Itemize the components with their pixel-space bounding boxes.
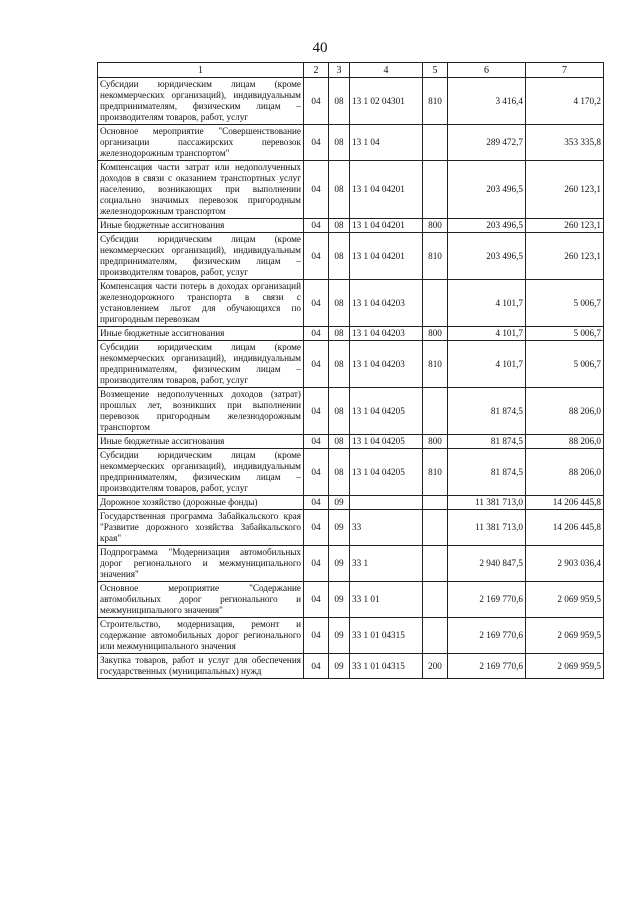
row-amount-year-2: 260 123,1: [526, 161, 604, 219]
budget-table: [97, 62, 604, 679]
table-row: [98, 388, 604, 435]
row-amount-year-1: 11 381 713,0: [448, 510, 526, 546]
row-target-code: 33 1 01 04315: [350, 654, 423, 679]
header-col-2: 2: [304, 63, 329, 78]
row-target-code: 13 1 04 04203: [350, 341, 423, 388]
row-description: Закупка товаров, работ и услуг для обеспечения государственных (муниципальных) нужд: [98, 654, 304, 679]
row-target-code: 13 1 04 04205: [350, 388, 423, 435]
table-row: [98, 582, 604, 618]
row-amount-year-2: 4 170,2: [526, 78, 604, 125]
row-subsection-code: 08: [329, 125, 350, 161]
row-target-code: 13 1 02 04301: [350, 78, 423, 125]
row-description: Основное мероприятие "Совершенствование организации пассажирских перевозок железнодорожным транспортом": [98, 125, 304, 161]
row-expense-type: [423, 546, 448, 582]
row-amount-year-2: 260 123,1: [526, 233, 604, 280]
row-section-code: 04: [304, 78, 329, 125]
row-target-code: 13 1 04: [350, 125, 423, 161]
row-expense-type: [423, 496, 448, 510]
row-subsection-code: 08: [329, 78, 350, 125]
row-amount-year-2: 88 206,0: [526, 388, 604, 435]
row-amount-year-2: 2 903 036,4: [526, 546, 604, 582]
row-section-code: 04: [304, 582, 329, 618]
row-target-code: 33 1 01: [350, 582, 423, 618]
row-description: Субсидии юридическим лицам (кроме некоммерческих организаций), индивидуальным предпринимателям, физическим лицам – производителям товаров, работ, услуг: [98, 449, 304, 496]
row-target-code: 13 1 04 04205: [350, 435, 423, 449]
table-row: [98, 280, 604, 327]
row-amount-year-2: 14 206 445,8: [526, 496, 604, 510]
row-expense-type: 810: [423, 78, 448, 125]
row-subsection-code: 09: [329, 582, 350, 618]
row-section-code: 04: [304, 435, 329, 449]
row-expense-type: [423, 618, 448, 654]
row-target-code: 13 1 04 04205: [350, 449, 423, 496]
row-amount-year-1: 203 496,5: [448, 161, 526, 219]
row-subsection-code: 09: [329, 496, 350, 510]
row-target-code: 33 1 01 04315: [350, 618, 423, 654]
page-number: 40: [312, 40, 328, 56]
row-expense-type: 800: [423, 327, 448, 341]
row-description: Иные бюджетные ассигнования: [98, 219, 304, 233]
row-description: Возмещение недополученных доходов (затрат) прошлых лет, возникших при выполнении перевозок пригородным железнодорожным транспортом: [98, 388, 304, 435]
row-subsection-code: 08: [329, 388, 350, 435]
header-row: [98, 63, 604, 78]
row-description: Иные бюджетные ассигнования: [98, 435, 304, 449]
row-subsection-code: 08: [329, 327, 350, 341]
row-expense-type: [423, 510, 448, 546]
row-expense-type: 800: [423, 219, 448, 233]
row-section-code: 04: [304, 496, 329, 510]
row-subsection-code: 09: [329, 546, 350, 582]
table-row: [98, 654, 604, 679]
table-row: [98, 219, 604, 233]
header-col-7: 7: [526, 63, 604, 78]
table-row: [98, 233, 604, 280]
header-col-3: 3: [329, 63, 350, 78]
row-amount-year-1: 81 874,5: [448, 435, 526, 449]
table-row: [98, 341, 604, 388]
row-description: Иные бюджетные ассигнования: [98, 327, 304, 341]
row-description: Государственная программа Забайкальского края "Развитие дорожного хозяйства Забайкальского края": [98, 510, 304, 546]
header-col-6: 6: [448, 63, 526, 78]
row-target-code: 13 1 04 04203: [350, 280, 423, 327]
row-expense-type: 810: [423, 449, 448, 496]
header-col-5: 5: [423, 63, 448, 78]
row-amount-year-1: 4 101,7: [448, 327, 526, 341]
row-amount-year-1: 11 381 713,0: [448, 496, 526, 510]
row-section-code: 04: [304, 449, 329, 496]
header-col-4: 4: [350, 63, 423, 78]
row-section-code: 04: [304, 125, 329, 161]
row-description: Субсидии юридическим лицам (кроме некоммерческих организаций), индивидуальным предпринимателям, физическим лицам – производителям товаров, работ, услуг: [98, 78, 304, 125]
row-target-code: 13 1 04 04201: [350, 233, 423, 280]
row-expense-type: [423, 280, 448, 327]
row-section-code: 04: [304, 233, 329, 280]
row-subsection-code: 08: [329, 341, 350, 388]
row-section-code: 04: [304, 510, 329, 546]
table-row: [98, 510, 604, 546]
row-target-code: 13 1 04 04201: [350, 219, 423, 233]
table-row: [98, 435, 604, 449]
row-expense-type: 810: [423, 341, 448, 388]
row-section-code: 04: [304, 654, 329, 679]
row-amount-year-1: 2 169 770,6: [448, 654, 526, 679]
row-target-code: 33: [350, 510, 423, 546]
row-amount-year-2: 2 069 959,5: [526, 654, 604, 679]
row-amount-year-2: 5 006,7: [526, 341, 604, 388]
table-row: [98, 161, 604, 219]
row-amount-year-1: 2 169 770,6: [448, 618, 526, 654]
row-section-code: 04: [304, 280, 329, 327]
row-amount-year-1: 4 101,7: [448, 280, 526, 327]
row-target-code: 33 1: [350, 546, 423, 582]
row-expense-type: [423, 125, 448, 161]
row-description: Компенсация части затрат или недополученных доходов в связи с оказанием транспортных услуг населению, возникающих при выполнении социально значимых перевозок пригородным железнодорожным транспортом: [98, 161, 304, 219]
table-row: [98, 449, 604, 496]
table-row: [98, 327, 604, 341]
row-subsection-code: 09: [329, 654, 350, 679]
row-description: Дорожное хозяйство (дорожные фонды): [98, 496, 304, 510]
row-expense-type: 200: [423, 654, 448, 679]
row-section-code: 04: [304, 618, 329, 654]
row-amount-year-2: 88 206,0: [526, 449, 604, 496]
row-section-code: 04: [304, 388, 329, 435]
table-row: [98, 546, 604, 582]
row-target-code: [350, 496, 423, 510]
row-section-code: 04: [304, 341, 329, 388]
row-subsection-code: 08: [329, 435, 350, 449]
row-amount-year-1: 81 874,5: [448, 388, 526, 435]
row-subsection-code: 09: [329, 510, 350, 546]
row-subsection-code: 08: [329, 449, 350, 496]
row-section-code: 04: [304, 219, 329, 233]
table-row: [98, 125, 604, 161]
row-amount-year-2: 2 069 959,5: [526, 582, 604, 618]
row-amount-year-1: 2 169 770,6: [448, 582, 526, 618]
row-amount-year-1: 81 874,5: [448, 449, 526, 496]
row-expense-type: 810: [423, 233, 448, 280]
row-amount-year-1: 203 496,5: [448, 219, 526, 233]
table-row: [98, 78, 604, 125]
row-section-code: 04: [304, 161, 329, 219]
row-subsection-code: 08: [329, 280, 350, 327]
row-amount-year-1: 203 496,5: [448, 233, 526, 280]
row-description: Подпрограмма "Модернизация автомобильных дорог регионального и межмуниципального значения": [98, 546, 304, 582]
row-expense-type: 800: [423, 435, 448, 449]
row-target-code: 13 1 04 04203: [350, 327, 423, 341]
row-amount-year-2: 5 006,7: [526, 280, 604, 327]
row-amount-year-2: 5 006,7: [526, 327, 604, 341]
row-amount-year-2: 2 069 959,5: [526, 618, 604, 654]
row-amount-year-1: 4 101,7: [448, 341, 526, 388]
row-subsection-code: 08: [329, 161, 350, 219]
row-amount-year-2: 14 206 445,8: [526, 510, 604, 546]
row-subsection-code: 09: [329, 618, 350, 654]
row-amount-year-2: 353 335,8: [526, 125, 604, 161]
row-subsection-code: 08: [329, 233, 350, 280]
row-description: Субсидии юридическим лицам (кроме некоммерческих организаций), индивидуальным предпринимателям, физическим лицам – производителям товаров, работ, услуг: [98, 233, 304, 280]
row-amount-year-1: 2 940 847,5: [448, 546, 526, 582]
row-expense-type: [423, 582, 448, 618]
header-col-1: 1: [98, 63, 304, 78]
row-amount-year-1: 3 416,4: [448, 78, 526, 125]
row-amount-year-2: 88 206,0: [526, 435, 604, 449]
row-amount-year-1: 289 472,7: [448, 125, 526, 161]
row-expense-type: [423, 388, 448, 435]
row-amount-year-2: 260 123,1: [526, 219, 604, 233]
row-description: Субсидии юридическим лицам (кроме некоммерческих организаций), индивидуальным предпринимателям, физическим лицам – производителям товаров, работ, услуг: [98, 341, 304, 388]
row-expense-type: [423, 161, 448, 219]
row-subsection-code: 08: [329, 219, 350, 233]
row-description: Строительство, модернизация, ремонт и содержание автомобильных дорог регионального или межмуниципального значения: [98, 618, 304, 654]
table-row: [98, 618, 604, 654]
row-section-code: 04: [304, 546, 329, 582]
table-row: [98, 496, 604, 510]
row-target-code: 13 1 04 04201: [350, 161, 423, 219]
row-section-code: 04: [304, 327, 329, 341]
row-description: Основное мероприятие "Содержание автомобильных дорог регионального и межмуниципального значения": [98, 582, 304, 618]
row-description: Компенсация части потерь в доходах организаций железнодорожного транспорта в связи с установлением льгот для обучающихся по пригородным перевозкам: [98, 280, 304, 327]
